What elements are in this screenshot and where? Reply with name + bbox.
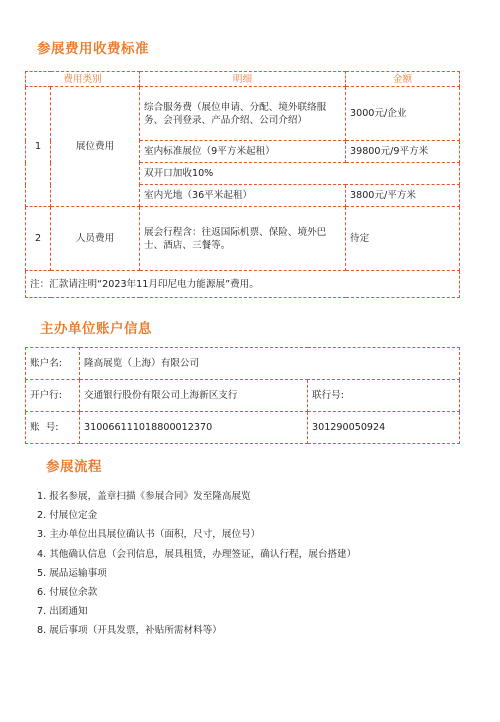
service-fee-detail: 综合服务费（展位申请、分配、境外联络服务、会刊登录、产品介绍、公司介绍） bbox=[140, 87, 346, 141]
list-item: 6. 付展位余款 bbox=[37, 586, 98, 598]
account-section-title: 主办单位账户信息 bbox=[40, 321, 152, 337]
fee-table-header bbox=[26, 72, 460, 87]
table-row bbox=[26, 412, 460, 444]
header-amount: 金额 bbox=[346, 72, 460, 87]
table-row bbox=[26, 207, 460, 271]
table-row bbox=[26, 87, 460, 141]
account-number-value: 310066111018800012370 bbox=[80, 412, 308, 444]
account-name-value: 隆高展览（上海）有限公司 bbox=[80, 348, 460, 380]
table-row bbox=[26, 380, 460, 412]
list-item: 1. 报名参展，盖章扫描《参展合同》发至隆高展览 bbox=[37, 491, 251, 502]
list-item: 7. 出团通知 bbox=[37, 606, 88, 618]
table-row bbox=[26, 271, 460, 298]
personnel-amount: 待定 bbox=[346, 207, 460, 271]
header-detail: 明细 bbox=[140, 72, 346, 87]
process-section-title: 参展流程 bbox=[46, 459, 102, 475]
group1-number: 1 bbox=[26, 87, 51, 207]
list-item: 2. 付展位定金 bbox=[37, 510, 98, 522]
standard-booth-detail: 室内标准展位（9平方米起租） bbox=[140, 141, 346, 163]
list-item: 4. 其他确认信息（会刊信息，展具租赁，办理签证，确认行程，展台搭建） bbox=[37, 548, 357, 560]
process-steps bbox=[37, 487, 356, 641]
raw-space-detail: 室内光地（36平米起租） bbox=[140, 185, 346, 207]
bank-number-value: 301290050924 bbox=[308, 412, 460, 444]
list-item: 5. 展品运输事项 bbox=[37, 567, 107, 579]
list-item: 3. 主办单位出具展位确认书（面积，尺寸，展位号） bbox=[37, 529, 261, 541]
raw-space-amount: 3800元/平方米 bbox=[346, 185, 460, 207]
fee-section-title: 参展费用收费标准 bbox=[37, 41, 149, 57]
fee-note: 注：汇款请注明“2023年11月印尼电力能源展”费用。 bbox=[26, 271, 460, 298]
bank-label: 开户行: bbox=[26, 380, 80, 412]
service-fee-amount: 3000元/企业 bbox=[346, 87, 460, 141]
bank-number-label: 联行号: bbox=[308, 380, 460, 412]
account-table bbox=[25, 347, 460, 444]
personnel-detail: 展会行程含：往返国际机票、保险、境外巴士、酒店、三餐等。 bbox=[140, 207, 346, 271]
group1-category: 展位费用 bbox=[51, 87, 140, 207]
list-item: 8. 展后事项（开具发票，补贴所需材料等） bbox=[37, 625, 222, 637]
fee-table bbox=[25, 71, 460, 298]
table-row bbox=[26, 348, 460, 380]
double-open-detail: 双开口加收10% bbox=[140, 163, 460, 185]
account-number-label: 账 号: bbox=[26, 412, 80, 444]
header-category: 费用类别 bbox=[26, 72, 140, 87]
group2-category: 人员费用 bbox=[51, 207, 140, 271]
bank-value: 交通银行股份有限公司上海新区支行 bbox=[80, 380, 308, 412]
group2-number: 2 bbox=[26, 207, 51, 271]
account-name-label: 账户名: bbox=[26, 348, 80, 380]
standard-booth-amount: 39800元/9平方米 bbox=[346, 141, 460, 163]
